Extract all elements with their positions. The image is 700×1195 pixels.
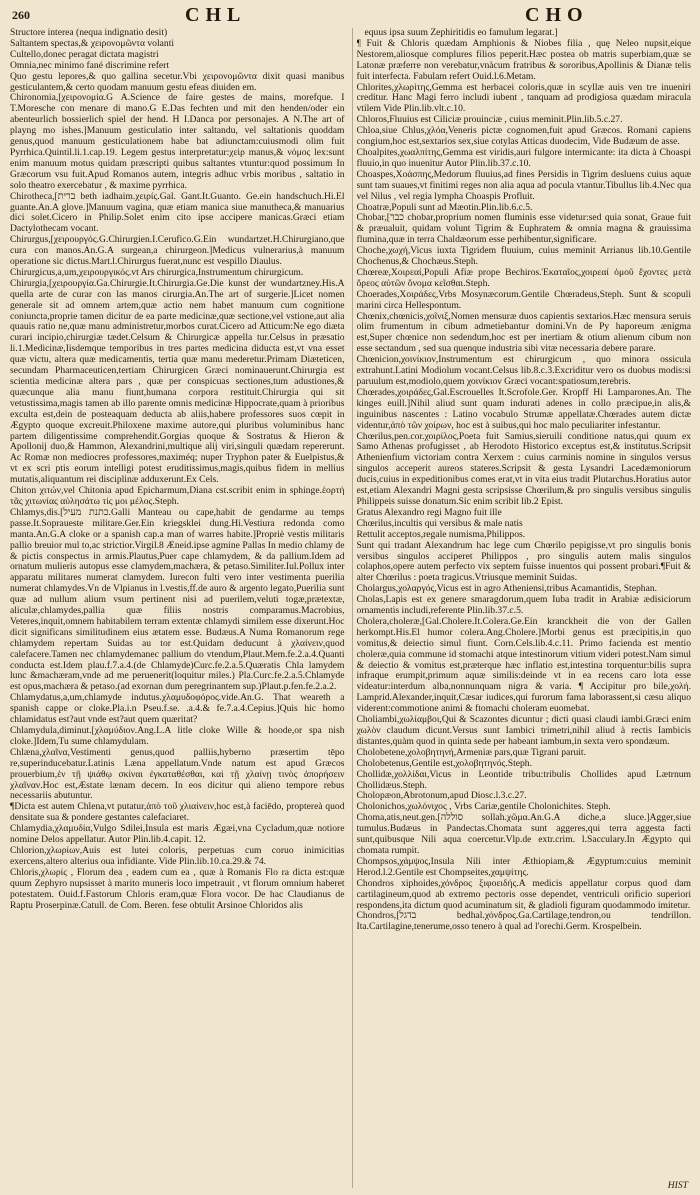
dictionary-entry: Chœrilus,pen.cor.χοιρίλος,Poeta fuit Samius,sieruili conditione natus,qui quum ex Samo Athenas profugisset , ab Herodoto Historico exceptus est,& institutus.Scripsit Athenienfium victoriam contra Xerxem : cuius carminis nomine in singulos versus singulos acceperit aureos stateres.Scripsit & gesta Lysandri Lacedæmoniorum ducis,cuius in expeditionibus comes erat,vt in vita eius tradit Plutarchus.Horatius autor est,etiam Alexandri Magni gesta scripsisse Chœrilum,& pro singulis versibus singulis Philippeis suisse donatum.Sic enim scribit lib.2 Epist.: [356, 430, 691, 507]
dictionary-entry: Quo gestu lepores,& quo gallina secetur.Vbi χειρονομῶντα dixit quasi manibus gesticulantem,& certo quodam manuum gestu efeas diuiden em.: [10, 70, 345, 93]
page-header: [10, 4, 691, 28]
dictionary-entry: Chirurgus,[χειρουργός.G.Chirurgien.I.Cerufico.G.Ein wundartzet.H.Chirurgiano,que cura con manos.An.G.A surgean,a chirurgeon.]Medicus vulnerarius,à manuum operatione sic dictus.Mart.l.Chirurgus fuerat,nunc est vespillo Diaulus.: [10, 234, 345, 268]
dictionary-entry: Chloa,siue Chlus,χλόα,Veneris pictæ cognomen,fuit apud Græcos. Romani capiens congium,hoc est,sextarios sex,siue cotylas Atticas duodecim, Vide Budæum de asse.: [356, 125, 691, 148]
dictionary-entry: Saltantem spectas,& χειρονομῶντα volanti: [10, 37, 175, 49]
page-number: 260: [12, 8, 30, 22]
dictionary-entry: Choche,χωχή,Vicus iuxta Tigridem fluuium, cuius meminit Arrianus lib.10.Gentile Chochenus,& Chochæus.Steph.: [356, 245, 691, 268]
dictionary-entry: Chondros,[בדגל bedhal.χόνδρος.Ga.Cartilage,tendron,ou tendrillon. Ita.Cartilagine,tenerume,osso tenero à qual ad l'orechi.Germ. Krospelbein.: [356, 910, 691, 933]
dictionary-entry: Chirurgicus,a,um,χειρουργικός.vt Ars chirurgica,Instrumentum chirurgicum.: [10, 266, 304, 278]
dictionary-entry: Chlorion,χλωρίων,Auis est lutei coloris, perpetuas cum coruo inimicitias exercens,altero alterius oua infidiante. Vide Plin.lib.10.ca.29.& 74.: [10, 844, 345, 867]
dictionary-entry: Cholonichos,χωλόνιχος , Vrbs Cariæ,gentile Cholonichites. Steph.: [356, 801, 611, 813]
dictionary-entry: Omnia,nec minimo fané discrimine refert: [10, 59, 170, 71]
dictionary-entry: Chlamydula,diminut.[χλαμύδιον.Ang.L.A litle cloke Wille & hoode,or spa nish cloke.]Idem,Tu sume chlamydulam.: [10, 725, 345, 747]
dictionary-entry: Cholargus,χολαργός,Vicus est in agro Atheniensi,tribus Acamantidis, Stephan.: [356, 583, 658, 595]
dictionary-entry: Cholas,Lapis est ex genere smaragdorum,quem Iuba tradit in Arabiæ ædisiciorum ornamentis includi,referente Plin.lib.37.c.5.: [356, 594, 691, 617]
column-divider: [352, 28, 353, 1188]
dictionary-entry: Chlorites,χλωρίτης,Gemma est herbacei coloris,quæ in scyllæ auis ven tre inueniri creditur. Hanc Magi ferro includi iubent , tanquam ad prodigiosa quædam miracula vtilem Vide Plin.lib.vlt.c.10.: [356, 81, 691, 115]
dictionary-entry: Chompsos,χάμψος,Insula Nili inter Æthiopiam,& Ægyptum:cuius meminit Herod.l.2.Gentile est Chompseites,χαμψίτης.: [356, 855, 691, 878]
dictionary-entry: Chirurgia,[χειρουργία.Ga.Chirurgie.It.Chirurgia.Ge.Die kunst der wundartzney.His.A quella arte de curar con las manos cirurgia.An.The art of surgerie.]Licet nomen generale sit ad omnem artem,quæ actio nem habet manuum cum cognitione coniuncta,proprie tamen dicitur de ea parte medicinæ,quæ sectione,vel vstione,aut alia quauis ratio ne,quæ manu administretur,morbos curat.Cicero ad Atticum:Ne ego diæta curari incipio,chirurgiæ tædet.Celsum & Chirurgicæ appella tur.Celsus in præsatio li.1.Medicinæ,Iisdemque temporibus in tres partes medicina diducta est,vt vna esset quæ victu, altera quæ medicamentis, tertia quæ manu mederetur.Primam Diæteticen, secundam Pharmaceuticen,tertiam Chirurgicen Græci nominauerunt.Chirurgia est scientia medicinæ altera pars , quæ per conspicuas sectiones,tum adustiones,& quæcunque alia manu fiunt,humana corpora restituit.Chirurgia qui sit vetustissima,magis tamen ab illo parente omnis medicinæ Hippocrate,quam à prioribus exculta est,dein de posteaquam deducta ab aliis,habere professores suos cœpit in Ægypto quoque excreuit.Philoxene maxime autore,qui pluribus voluminibus hanc partem diligentissime comprehendit.Gorgias quoque & Sostratus & Hieron & Apollonij duo,& Hammon, Alexandrini,multique alij viri,singuli quædam repererunt. Ac Romæ non mediocres professores,maximéq; nuper Tryphon pater & Euelpistus,& vt ex scri ptis eorum intelligi potest eruditissimus,magis,quibus fidem in mellius mutatis,aliquantum rei disciplinæ adduxerunt.Ex Cels.: [10, 277, 345, 486]
dictionary-entry: Chlamydatus,a,um,chlamyde indutus.χλαμυδοφόρος.vide.An.G. That weareth a spanish cappe or cloke.Pla.i.n Pseu.f.se. .a.4.& fe.7.a.4.Cepius.]Quis hic homo chlamidatus est?aut vnde est?aut quem quæritat?: [10, 692, 345, 726]
running-head-right: CHO: [525, 4, 589, 26]
dictionary-entry: Chirotheca,[ברית beth iadhaim.χειρίς.Gal. Gant.It.Guanto. Ge.ein handschuch.Hi.El guante.An.A glove.]Manuum vagina, quæ etiam manica siue manutheca,& manuarius dici solet.Cicero in Philip.Solet enim cito ipse accipere manicas.Græci etiam Dactylothecam vocant.: [10, 190, 345, 235]
dictionary-entry: Cholobetene,χολοβητηνή,Armeniæ pars,quæ Tigrani paruit.: [356, 746, 586, 758]
dictionary-entry: Chloros,Fluuius est Ciliciæ prouinciæ , cuius meminit.Plin.lib.5.c.27.: [356, 114, 623, 126]
dictionary-entry: Cultello,donec peragat dictata magistri: [10, 48, 159, 60]
dictionary-entry: Chollidæ,χολλίδαι,Vicus in Leontide tribu:tribulis Chollides apud Lætrnum Chollidæus.Steph.: [356, 768, 691, 791]
dictionary-entry: Chloris,χλωρίς , Florum dea , eadem cum ea , quæ à Romanis Flo ra dicta est:quæ quum Zephyro nupsisset à marito muneris loco impetrauit , vt florum omnium haberet potestatem. Ouid.f.Fastorum Chloris eram,quæ Flora vocor. De hac Claudianus de Raptu Proserpinæ.Catull. de Com. Beren. fese obtulit Arsinoe Chloridos alis: [10, 866, 345, 911]
dictionary-entry: ¶ Fuit & Chloris quædam Amphionis & Niobes filia , quę Neleo nupsit,eique Nestorem,aliosque complures filios peperit.Hæc postea ob matris superbiam,quæ se Latonæ præferre non verebatur,vnàcum fratribus & sororibus,Apollinis & Dianæ telis fuit interfecta. Fabulam refert Ouid.l.6.Metam.: [356, 37, 691, 82]
dictionary-entry: Structore interea (nequa indignatio desit): [10, 28, 168, 38]
dictionary-entry: Choatræ,Populi sunt ad Mæotin.Plin.lib.6.c.5.: [356, 201, 533, 213]
dictionary-entry: Choerades,Χοιράδες,Vrbs Mosynæcorum.Gentile Chœradeus,Steph. Sunt & scopuli marini circa Hellespontum.: [356, 288, 691, 311]
dictionary-entry: Gratus Alexandro regi Magno fuit ille: [356, 506, 502, 518]
dictionary-entry: Choalpites,χωαλπίτης,Gemma est viridis,auri fulgore intermicante: ita dicta à Choaspi fluuio,in quo inuenitur Autor Plin.lib.37.c.10.: [356, 146, 691, 169]
dictionary-entry: Chœreæ,Χοιρεαί,Populi Afiæ prope Bechiros.Ἑκαταῖος,χοιρεαί ὁμοῦ ἔχοντες μετὰ ὄρεος αὐτῶν ὄνομα κεῖσθαι.Steph.: [356, 266, 691, 289]
dictionary-entry: Choaspes,Χοάσπης,Medorum fluuius,ad fines Persidis in Tigrim desluens cuius aquæ sunt tam suaues,vt finitimi reges non alia aqua ad pocula vtantur.Tibullus lib.4.Nec qua vel Nilus , vel regia lympha Choaspis Profluit.: [356, 168, 691, 202]
dictionary-entry: Chœrilus,incultis qui versibus & male natis: [356, 517, 523, 529]
dictionary-entry: Chlamydia,χλαμυδία,Vulgo Sdilei,Insula est maris Ægæi,vna Cycladum,quæ notiore nomine Delos appellatur. Autor Plin.lib.4.capit. 12.: [10, 823, 345, 846]
right-column: [357, 28, 692, 1188]
dictionary-entry: Chironomia,[χειρονομία.G A.Science de faire gestes de mains, morefque. I T.Moresche con menare di mano.G E.Das fechten und mit den henden/oder ein abenteurlich bossierlich spiel der hend. H I.Danca por personajes. A N.The art of playng mo ishes.]Manuum gesticulatio inter saltandu, vel saltationis quoddam genus,quod manuum gesticulationem habe bat adiunctam:cuiusmodi olim fuit Pyrrhica.Quintil.li.1.cap.19. Legem gestus interpretatur:χεὶρ manus,& νόμος lex:sunt enim manuum motus quidam præscripti quibus saltantes vtuntur:quod possimum In Græcorum vsu fuit.Apud Romanos autem, integris adhuc vrbis moribus , saltatio in solo theatro exercebatur , & maxime pyrrhica.: [10, 92, 345, 191]
dictionary-entry: Chlæna,χλαῖνα,Vestimenti genus,quod palliis,hyberno præsertim tēpo re,superinducebatur.Latinis Læna appellatum.Vnde natum est apud Græcos prouerbium,ἐν τῇ ψιάθῳ σκίναι ἐγκαταθέσθαι, καὶ τῇ χλαίνῃ τινὸς ἀπορήσειν χλαῖναν.Hoc est,Æstate lænam decem. In eos dicitur qui alieno tempore rebus necessariis abutuntur.: [10, 746, 345, 802]
dictionary-entry: Chondros xiphoides,χόνδρος ξιφοειδής.A medicis appellatur corpus quod dam cartilagineum,quod ab extremo pectoris osse dependet, ventriculi orificio superiori respondens,ita dictum quod acuminatum sit, & gladioli figuram quodammodo imitetur.: [356, 877, 691, 911]
dictionary-entry: Chœrades,χοιράδες,Gal.Escrouelles It.Scrofole.Ger. Kropff Hi Lamparones.An. The kinges euill.]Nihil aliud sunt quam indurati adenes in collo præcipue,in alis,& inguinibus nascentes : Latino vocabulo Strumæ appellatæ.Chœrades autem dictæ videntur,ἀπὸ τῶν χοίρων, hoc est à suibus,qui hoc malo peculiariter infestantur.: [356, 386, 691, 431]
dictionary-entry: Chœnicion,χοινίκιον,Instrumentum est chirurgicum , quo minora ossicula extrahunt.Latini Modiolum vocant.Celsus lib.8.c.3.Excriditur vero os duobus modis:si paruulum est,modiolo,quem χοινίκιον Græci vocant:spatiosum,terebris.: [356, 354, 691, 387]
dictionary-entry: Chœnix,chœnicis,χοῖνιξ,Nomen mensuræ duos capientis sextarios.Hæc mensura seruis olim frumentum in cibum admetiebantur domini.Vn de Py haporeum ænigma est,Super chœnice non sedendum,hoc est per inertiam & otium alienum cibum non esse sectandum , sed sua quenque industria sibi vitæ necessaria debere parare.: [356, 310, 691, 355]
dictionary-entry: Choliambi,χωλίαμβοι,Qui & Scazontes dicuntur ; dicti quasi claudi iambi.Græci enim χωλὸν claudum dicunt.Versus sunt Iambici trimetri,nihil aliud à rectis Iambicis distantes,quàm quod in quinta sede per habeant iambum,in sexta vero spondæum.: [356, 714, 691, 747]
dictionary-entry: Cholobetenus,Gentile est,χολοβητηνός.Steph.: [356, 757, 532, 769]
dictionary-entry: Cholera,choleræ,[Gal.Cholere.It.Colera.Ge.Ein kranckheit die von der Gallen herkompt.His.El humor colera.Ang.Cholere.]Morbi genus est præcipitis,in quo vomitus,& deiectio simul fiunt. Corn.Cels.lib.4.c.11. Primo facienda est mentio choleræ,quia commune id stomachi atque intestinorum vitium videri potest.Nam simul & deiectio & vomitus est,præterque hæc inflatio est,intestina torquentur:bilis supra infraque erumpit,primum aquæ similis:deinde vt in ea recens caro lota esse videatur:interdum alba,nonnunquam nigra & varia. ¶ Accipitur pro bile,χολή. Lamprid.Alexander,inquit,Cæsar iudices,qui furorum fama laborassent,si cæsu aliquo viderent:commotione animi & ftomachi choleram euomebat.: [356, 615, 691, 715]
dictionary-entry: Sunt qui tradant Alexandrum hac lege cum Chœrilo pepigisse,vt pro singulis bonis versibus singulos acciperet Philippos , pro singulis autem malis singulos colaphos,opere autem perfecto vix septem fuisse inuentos qui possent probari.¶Fuit & alter Chœrilus : poeta tragicus.Vtriusque meminit Suidas.: [356, 539, 691, 584]
running-head-left: CHL: [185, 4, 247, 26]
dictionary-entry: Rettulit acceptos,regale numisma,Philippos.: [356, 528, 526, 540]
dictionary-entry: Chiton χιτών,vel Chitonia apud Epicharmum,Diana cst.scribit enim in sphinge.ἑορτή τᾶς χιτωνίας αὐλησάτω τίς μοι μέλος.Steph.: [10, 485, 345, 507]
catchword: HIST: [667, 1180, 688, 1191]
dictionary-entry: Cholopæon,Abrotonum,apud Diosc.l.3.c.27.: [356, 790, 527, 802]
dictionary-entry: Chobar,[כבר chobar,proprium nomen fluminis esse videtur:sed quia sonat, Graue fuit & præualuit, quidam volunt Tigrim & Euphratem & omnia magna & grauissima flumina,quæ in terra Chaldæorum esse perhibentur,significare.: [356, 212, 691, 246]
dictionary-entry: equus ipsa suum Zephiritidis eo famulum legarat.]: [364, 28, 558, 38]
left-column: [10, 28, 345, 1188]
dictionary-entry: ¶Dicta est autem Chlena,vt putatur,ἀπὸ τοῦ χλιαίνειν,hoc est,à faciēdo, proptereà quod densitate sua & pondere gestantes calefaciaret.: [10, 801, 345, 824]
columns: [10, 28, 691, 1188]
dictionary-entry: Choma,atis,neut.gen.[סוללה sollah.χῶμα.An.G.A diche,a sluce.]Agger,siue tumulus.Budæus in Pandectas.Chomata sunt aggeres,qui terra aggesta facti sunt,quibusque Nili aqua coercetur.Vlp.de extr.crim. l.Sacculary.In Ægypto qui chomata rumpit.: [356, 812, 691, 856]
dictionary-entry: Chlamys,dis.[כתנת מעיל.Galli Manteau ou cape,habit de gendarme au temps passe.It.Sopraueste militare.Ger.Ein kriegsklei dung.Hi.Vestiura redonda como manta.An.G.A cloke or a spanish cap.a man of warres habite.]Propriè vestis militaris pallio breuior mul to,ac strictior.Virgil.8 Æneid.ipse agmine Pallas In medio chlamy de & pictis conspectus in armis.Plautus,Puer cape chlamydem, & da pallium.Idem ad ornatum mulieris autopus esse clamydem,machæra, & petaso.Similiter.Iul.Pollux inter apparatu militares numerat clamydem. Iurecon fulti vero inter vestimenta puerilia numerat chlamydes.Vn de Vlpianus in l.vestis,ff.de auro & argento legato,Puerilia sunt quæ ad nullum alium vsum pertinent nisi ad puerilem,veluti togæ,prætextæ, aliculæ,chlamydes,pallia quæ filiis nostris comparamus.Macrobius, Veteres,inquit,omnem habitabilem terram extentæ chlamydi similem esse dixerunt.Hoc dicit significans similitudinem eius ætatem esse. Budæus.A Numa Romanorum rege chlamydem repertam Suidas au tor est.Quidam deducunt à χλαίνειν,quod calefacere.Tamen nec chlamydemanec pallium do vtendum,Plaut.Mem.fe.2.a.4.Quanti conducta est.Idem plau.f.7.a.4.(de Chlamyde)Curc.fe.2.a.5.Quæratis Chla lamydem lunc &machæram,vnde ad me peruenerit(loquitur miles.) Pla.Curc.fe.2.a.5.Chlamyde est opus,machæra & petaso.(ad exornan dum peregrinantem sup.)Plaut.p.fen.fe.2.a.2.: [10, 506, 345, 693]
